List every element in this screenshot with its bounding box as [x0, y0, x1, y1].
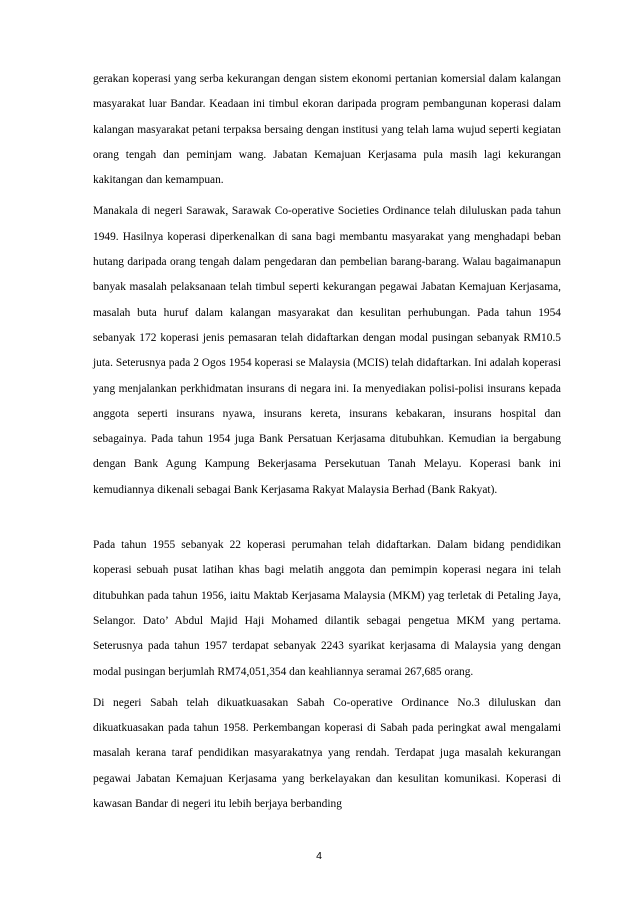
paragraph-sabah: Di negeri Sabah telah dikuatkuasakan Sabah Co-operative Ordinance No.3 diluluskan dan dikuatkuasakan pada tahun 1958. Perkembangan koperasi di Sabah pada peringkat awal mengalami masalah kerana taraf pendidikan masyarakatnya yang rendah. Terdapat juga masalah kekurangan pegawai Jabatan Kemajuan Kerjasama yang berkelayakan dan kesulitan komunikasi. Koperasi di kawasan Bandar di negeri itu lebih berjaya berbanding	[93, 696, 561, 811]
document-page	[93, 67, 561, 817]
paragraph-cooperative-challenges: gerakan koperasi yang serba kekurangan dengan sistem ekonomi pertanian komersial dalam kalangan masyarakat luar Bandar. Keadaan ini timbul ekoran daripada program pembangunan koperasi dalam kalangan masyarakat petani terpaksa bersaing dengan institusi yang telah lama wujud seperti kegiatan orang tengah dan peminjam wang. Jabatan Kemajuan Kerjasama pula masih lagi kekurangan kakitangan dan kemampuan.	[93, 73, 561, 187]
paragraph-sarawak: Manakala di negeri Sarawak, Sarawak Co-operative Societies Ordinance telah diluluskan pada tahun 1949. Hasilnya koperasi diperkenalkan di sana bagi membantu masyarakat yang menghadapi beban hutang daripada orang tengah dalam pengedaran dan pembelian barang-barang. Walau bagaimanapun banyak masalah pelaksanaan telah timbul seperti kekurangan pegawai Jabatan Kemajuan Kerjasama, masalah buta huruf dalam kalangan masyarakat dan kesulitan perhubungan. Pada tahun 1954 sebanyak 172 koperasi jenis pemasaran telah didaftarkan dengan modal pusingan sebanyak RM10.5 juta. Seterusnya pada 2 Ogos 1954 koperasi se Malaysia (MCIS) telah didaftarkan. Ini adalah koperasi yang menjalankan perkhidmatan insurans di negara ini. Ia menyediakan polisi-polisi insurans kepada anggota seperti insurans nyawa, insurans kereta, insurans kebakaran, insurans hospital dan sebagainya. Pada tahun 1954 juga Bank Persatuan Kerjasama ditubuhkan. Kemudian ia bergabung dengan Bank Agung Kampung Bekerjasama Persekutuan Tanah Melayu. Koperasi bank ini kemudiannya dikenali sebagai Bank Kerjasama Rakyat Malaysia Berhad (Bank Rakyat).	[93, 205, 561, 496]
page-number: 4	[316, 850, 322, 862]
paragraph-spacer	[93, 503, 561, 533]
paragraph-1955-housing: Pada tahun 1955 sebanyak 22 koperasi perumahan telah didaftarkan. Dalam bidang pendidikan koperasi sebuah pusat latihan khas bagi melatih anggota dan pemimpin koperasi negara ini telah ditubuhkan pada tahun 1956, iaitu Maktab Kerjasama Malaysia (MKM) yag terletak di Petaling Jaya, Selangor. Dato’ Abdul Majid Haji Mohamed dilantik sebagai pengetua MKM yang pertama. Seterusnya pada tahun 1957 terdapat sebanyak 2243 syarikat kerjasama di Malaysia yang dengan modal pusingan berjumlah RM74,051,354 dan keahliannya seramai 267,685 orang.	[93, 539, 561, 678]
